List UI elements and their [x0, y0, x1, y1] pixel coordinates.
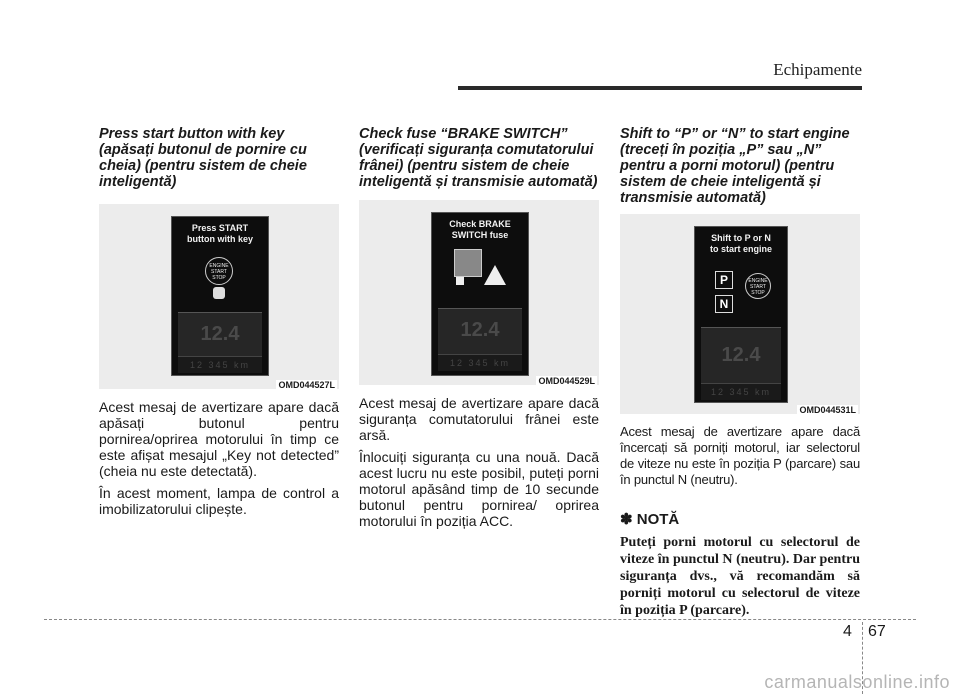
footer-rule	[44, 619, 916, 620]
watermark: carmanualsonline.info	[764, 672, 950, 692]
screen-message: Check BRAKE SWITCH fuse	[449, 219, 511, 240]
paragraph-1: Acest mesaj de avertizare apare dacă încercați să porniți motorul, iar selectorul de viteze nu este în poziția P (parcare) sau în punctul N (neutru).	[620, 424, 860, 487]
key-fob-icon	[213, 287, 225, 299]
engine-start-label: ENGINE START STOP	[209, 263, 229, 281]
engine-start-icon	[205, 257, 233, 285]
odometer-value: 12.4	[200, 323, 240, 345]
column-brake-fuse	[359, 126, 599, 529]
engine-start-label: ENGINE START STOP	[748, 278, 768, 296]
screen-message: Shift to P or N to start engine	[709, 233, 772, 254]
heading-check-fuse: Check fuse “BRAKE SWITCH” (verificați siguranța comutatorului frânei) (pentru sistem de cheie inteligentă și transmisie automată)	[359, 126, 598, 190]
section-title: Echipamente	[773, 60, 862, 79]
odometer-value: 12.4	[721, 344, 761, 366]
figure-code: OMD044529L	[538, 376, 595, 386]
paragraph-1: Acest mesaj de avertizare apare dacă siguranța comutatorului frânei este arsă.	[359, 395, 599, 443]
gear-n-icon: N	[715, 295, 733, 313]
cluster-display	[694, 226, 788, 403]
trip-bar: 12 345 km	[701, 383, 781, 400]
screen-message: Press START button with key	[187, 223, 253, 244]
gauge-area	[701, 327, 781, 400]
figure-press-start	[99, 204, 339, 389]
engine-start-icon	[745, 273, 771, 299]
heading-press-start: Press start button with key (apăsați butonul de pornire cu cheia) (pentru sistem de cheie inteligentă)	[99, 126, 307, 190]
warning-triangle-icon	[484, 265, 506, 285]
chapter-number: 4	[843, 623, 852, 640]
paragraph-2: Înlocuiți siguranța cu una nouă. Dacă acest lucru nu este posibil, puteți porni motorul apăsând timp de 10 secunde butonul pentru pornirea/ oprirea motorului în poziția ACC.	[359, 449, 599, 529]
cluster-display	[171, 216, 269, 376]
paragraph-1: Acest mesaj de avertizare apare dacă apăsați butonul pentru pornirea/oprirea motorului în timp ce este afișat mesajul „Key not detected” (cheia nu este detectată).	[99, 399, 339, 479]
page-number: 67	[868, 623, 886, 640]
figure-shift	[620, 214, 860, 414]
gauge-area	[438, 308, 522, 371]
figure-code: OMD044527L	[278, 380, 335, 390]
odometer-value: 12.4	[460, 319, 500, 341]
heading-shift: Shift to “P” or “N” to start engine (treceți în poziția „P” sau „N” pentru a porni motorul) (pentru sistem de cheie inteligentă și transmisie automată)	[620, 126, 850, 206]
note-title: ✽ NOTĂ	[620, 511, 680, 528]
figure-code: OMD044531L	[799, 405, 856, 415]
gauge-area	[178, 312, 262, 373]
trip-bar: 12 345 km	[178, 356, 262, 373]
note-text: Puteți porni motorul cu selectorul de viteze în punctul N (neutru). Dar pentru siguranța dvs., vă recomandăm să porniți motorul cu selectorul de viteze în poziția P (parcare).	[620, 535, 860, 618]
figure-check-fuse	[359, 200, 599, 385]
column-start-button	[99, 126, 339, 517]
header-rule	[458, 86, 862, 90]
fuse-icon	[454, 249, 482, 277]
gear-p-icon: P	[715, 271, 733, 289]
paragraph-2: În acest moment, lampa de control a imobilizatorului clipește.	[99, 485, 339, 517]
fuse-blade-icon	[456, 277, 464, 285]
trip-bar: 12 345 km	[438, 354, 522, 371]
cluster-display	[431, 212, 529, 376]
column-shift-gear	[620, 126, 860, 619]
